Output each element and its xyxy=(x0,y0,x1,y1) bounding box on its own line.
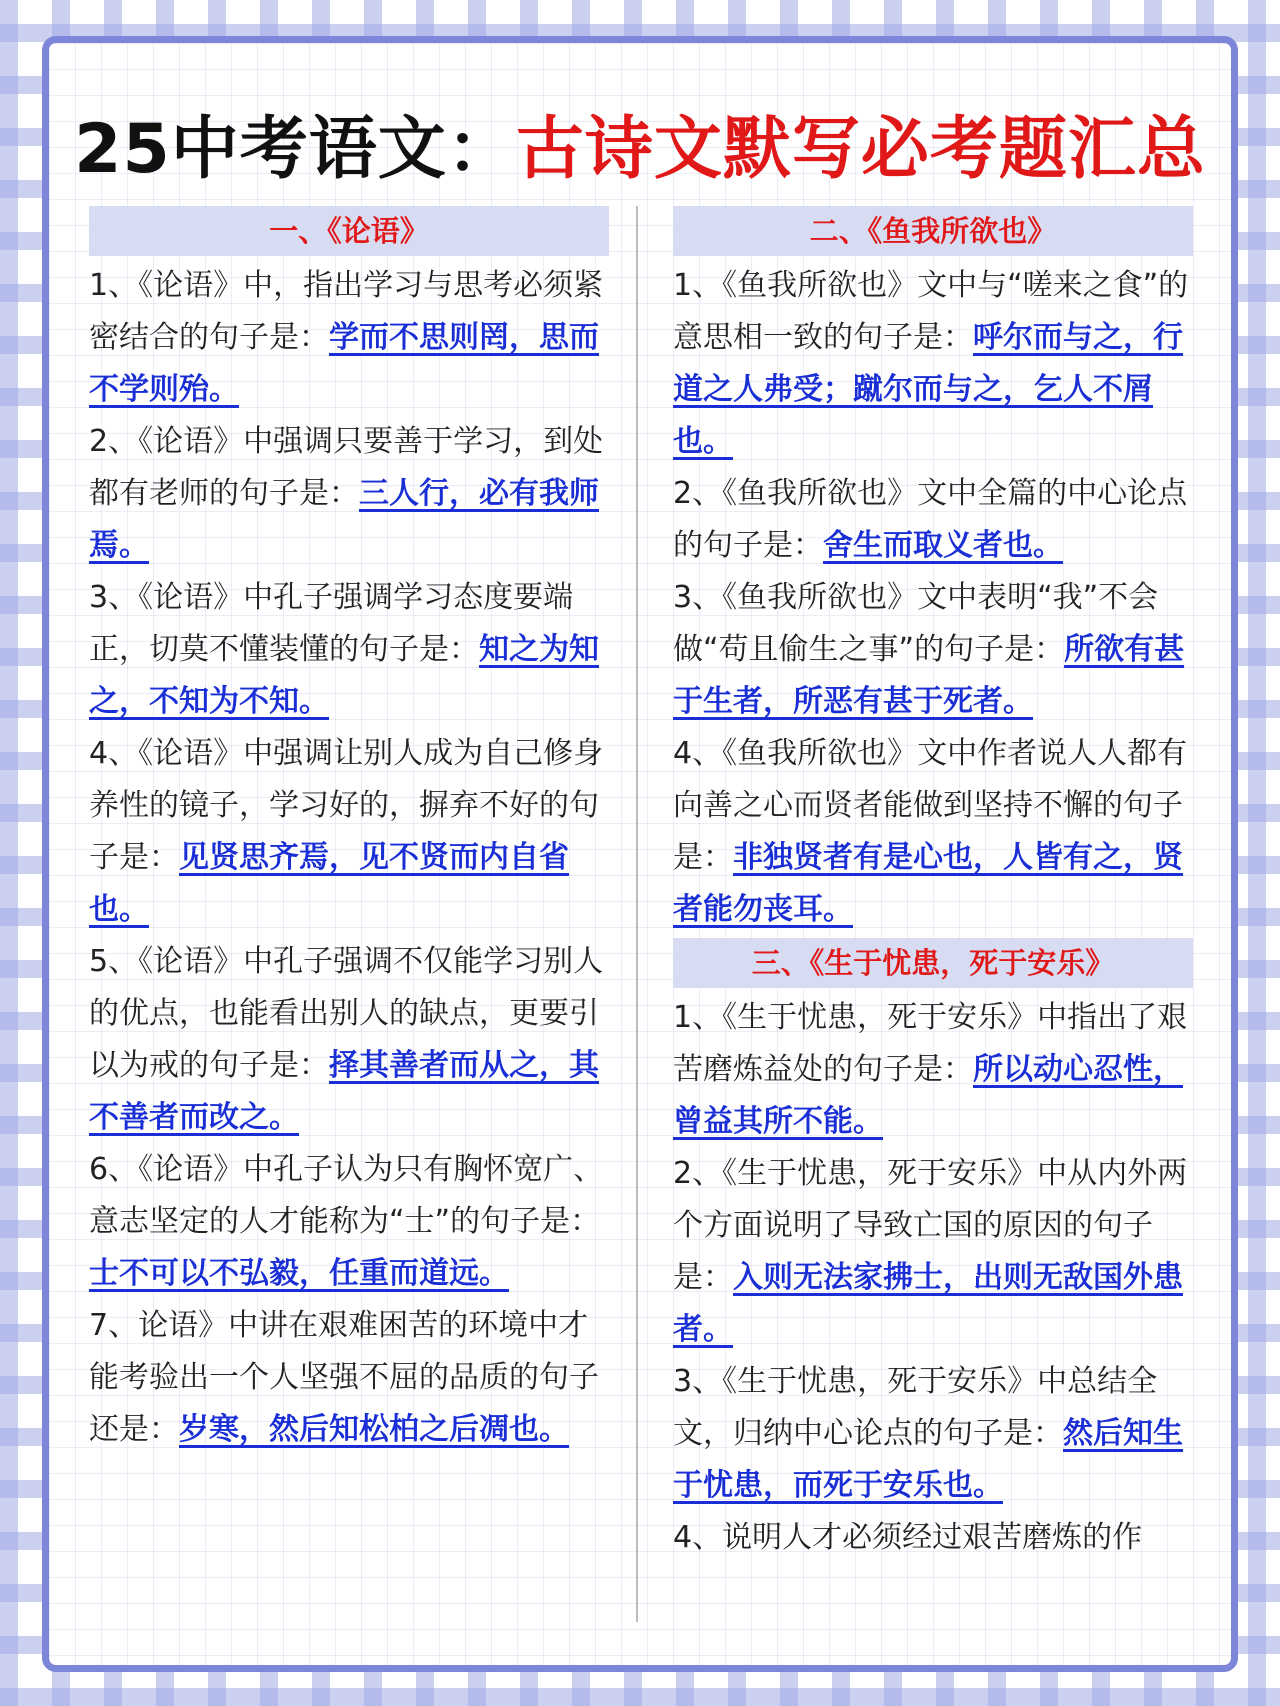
list-item xyxy=(89,416,609,572)
list-item xyxy=(89,260,609,416)
list-item xyxy=(673,728,1193,936)
answer-text: 非独贤者有是心也，人皆有之，贤者能勿丧耳。 xyxy=(673,840,1183,927)
list-item xyxy=(89,1300,609,1456)
list-item xyxy=(673,572,1193,728)
answer-text: 三人行，必有我师焉。 xyxy=(89,476,599,563)
question-text: 1、《鱼我所欲也》文中与“嗟来之食”的意思相一致的句子是： xyxy=(673,268,1189,355)
title-part-red: 古诗文默写必考题汇总 xyxy=(515,110,1206,189)
section-heading-yuwosuoyuye: 二、《鱼我所欲也》 xyxy=(673,206,1193,256)
question-text: 1、《论语》中，指出学习与思考必须紧密结合的句子是： xyxy=(89,268,604,355)
list-item xyxy=(673,1356,1193,1512)
answer-text: 士不可以不弘毅，任重而道远。 xyxy=(89,1256,509,1291)
column-divider xyxy=(636,206,638,1622)
answer-text: 所以动心忍性，曾益其所不能。 xyxy=(673,1052,1183,1139)
answer-text: 入则无法家拂士，出则无敌国外患者。 xyxy=(673,1260,1183,1347)
answer-text: 所欲有甚于生者，所恶有甚于死者。 xyxy=(673,632,1185,719)
question-text: 4、《论语》中强调让别人成为自己修身养性的镜子，学习好的，摒弃不好的句子是： xyxy=(89,736,604,875)
answer-text: 择其善者而从之，其不善者而改之。 xyxy=(89,1048,599,1135)
page-title xyxy=(0,102,1280,198)
question-text: 2、《鱼我所欲也》文中全篇的中心论点的句子是： xyxy=(673,476,1188,563)
title-part-black: 25中考语文： xyxy=(74,110,516,189)
list-item xyxy=(89,572,609,728)
list-item xyxy=(89,1144,609,1300)
list-item xyxy=(89,728,609,936)
right-column xyxy=(673,206,1193,1564)
question-text: 2、《论语》中强调只要善于学习，到处都有老师的句子是： xyxy=(89,424,604,511)
section-heading-lunyu: 一、《论语》 xyxy=(89,206,609,256)
question-text: 6、《论语》中孔子认为只有胸怀宽广、意志坚定的人才能称为“士”的句子是： xyxy=(89,1152,604,1239)
answer-text: 呼尔而与之，行道之人弗受；蹴尔而与之，乞人不屑也。 xyxy=(673,320,1183,459)
question-text: 3、《鱼我所欲也》文中表明“我”不会做“苟且偷生之事”的句子是： xyxy=(673,580,1159,667)
question-text: 4、《鱼我所欲也》文中作者说人人都有向善之心而贤者能做到坚持不懈的句子是： xyxy=(673,736,1188,875)
section-heading-shengyuyouhuan: 三、《生于忧患，死于安乐》 xyxy=(673,938,1193,988)
list-item xyxy=(673,1512,1193,1564)
question-text: 5、《论语》中孔子强调不仅能学习别人的优点，也能看出别人的缺点，更要引以为戒的句子是： xyxy=(89,944,604,1083)
left-column xyxy=(89,206,609,1456)
answer-text: 岁寒，然后知松柏之后凋也。 xyxy=(179,1412,569,1447)
question-text: 7、论语》中讲在艰难困苦的环境中才能考验出一个人坚强不屈的品质的句子还是： xyxy=(89,1308,599,1447)
answer-text: 舍生而取义者也。 xyxy=(823,528,1063,563)
answer-text: 然后知生于忧患，而死于安乐也。 xyxy=(673,1416,1183,1503)
question-text: 1、《生于忧患，死于安乐》中指出了艰苦磨炼益处的句子是： xyxy=(673,1000,1188,1087)
list-item xyxy=(673,992,1193,1148)
question-text: 3、《生于忧患，死于安乐》中总结全文，归纳中心论点的句子是： xyxy=(673,1364,1158,1451)
question-text: 3、《论语》中孔子强调学习态度要端正，切莫不懂装懂的句子是： xyxy=(89,580,574,667)
list-item xyxy=(673,1148,1193,1356)
list-item xyxy=(673,468,1193,572)
question-text: 2、《生于忧患，死于安乐》中从内外两个方面说明了导致亡国的原因的句子是： xyxy=(673,1156,1188,1295)
answer-text: 学而不思则罔，思而不学则殆。 xyxy=(89,320,599,407)
answer-text: 见贤思齐焉，见不贤而内自省也。 xyxy=(89,840,569,927)
answer-text: 知之为知之，不知为不知。 xyxy=(89,632,599,719)
list-item xyxy=(673,260,1193,468)
question-text: 4、说明人才必须经过艰苦磨炼的作 xyxy=(673,1520,1143,1555)
list-item xyxy=(89,936,609,1144)
